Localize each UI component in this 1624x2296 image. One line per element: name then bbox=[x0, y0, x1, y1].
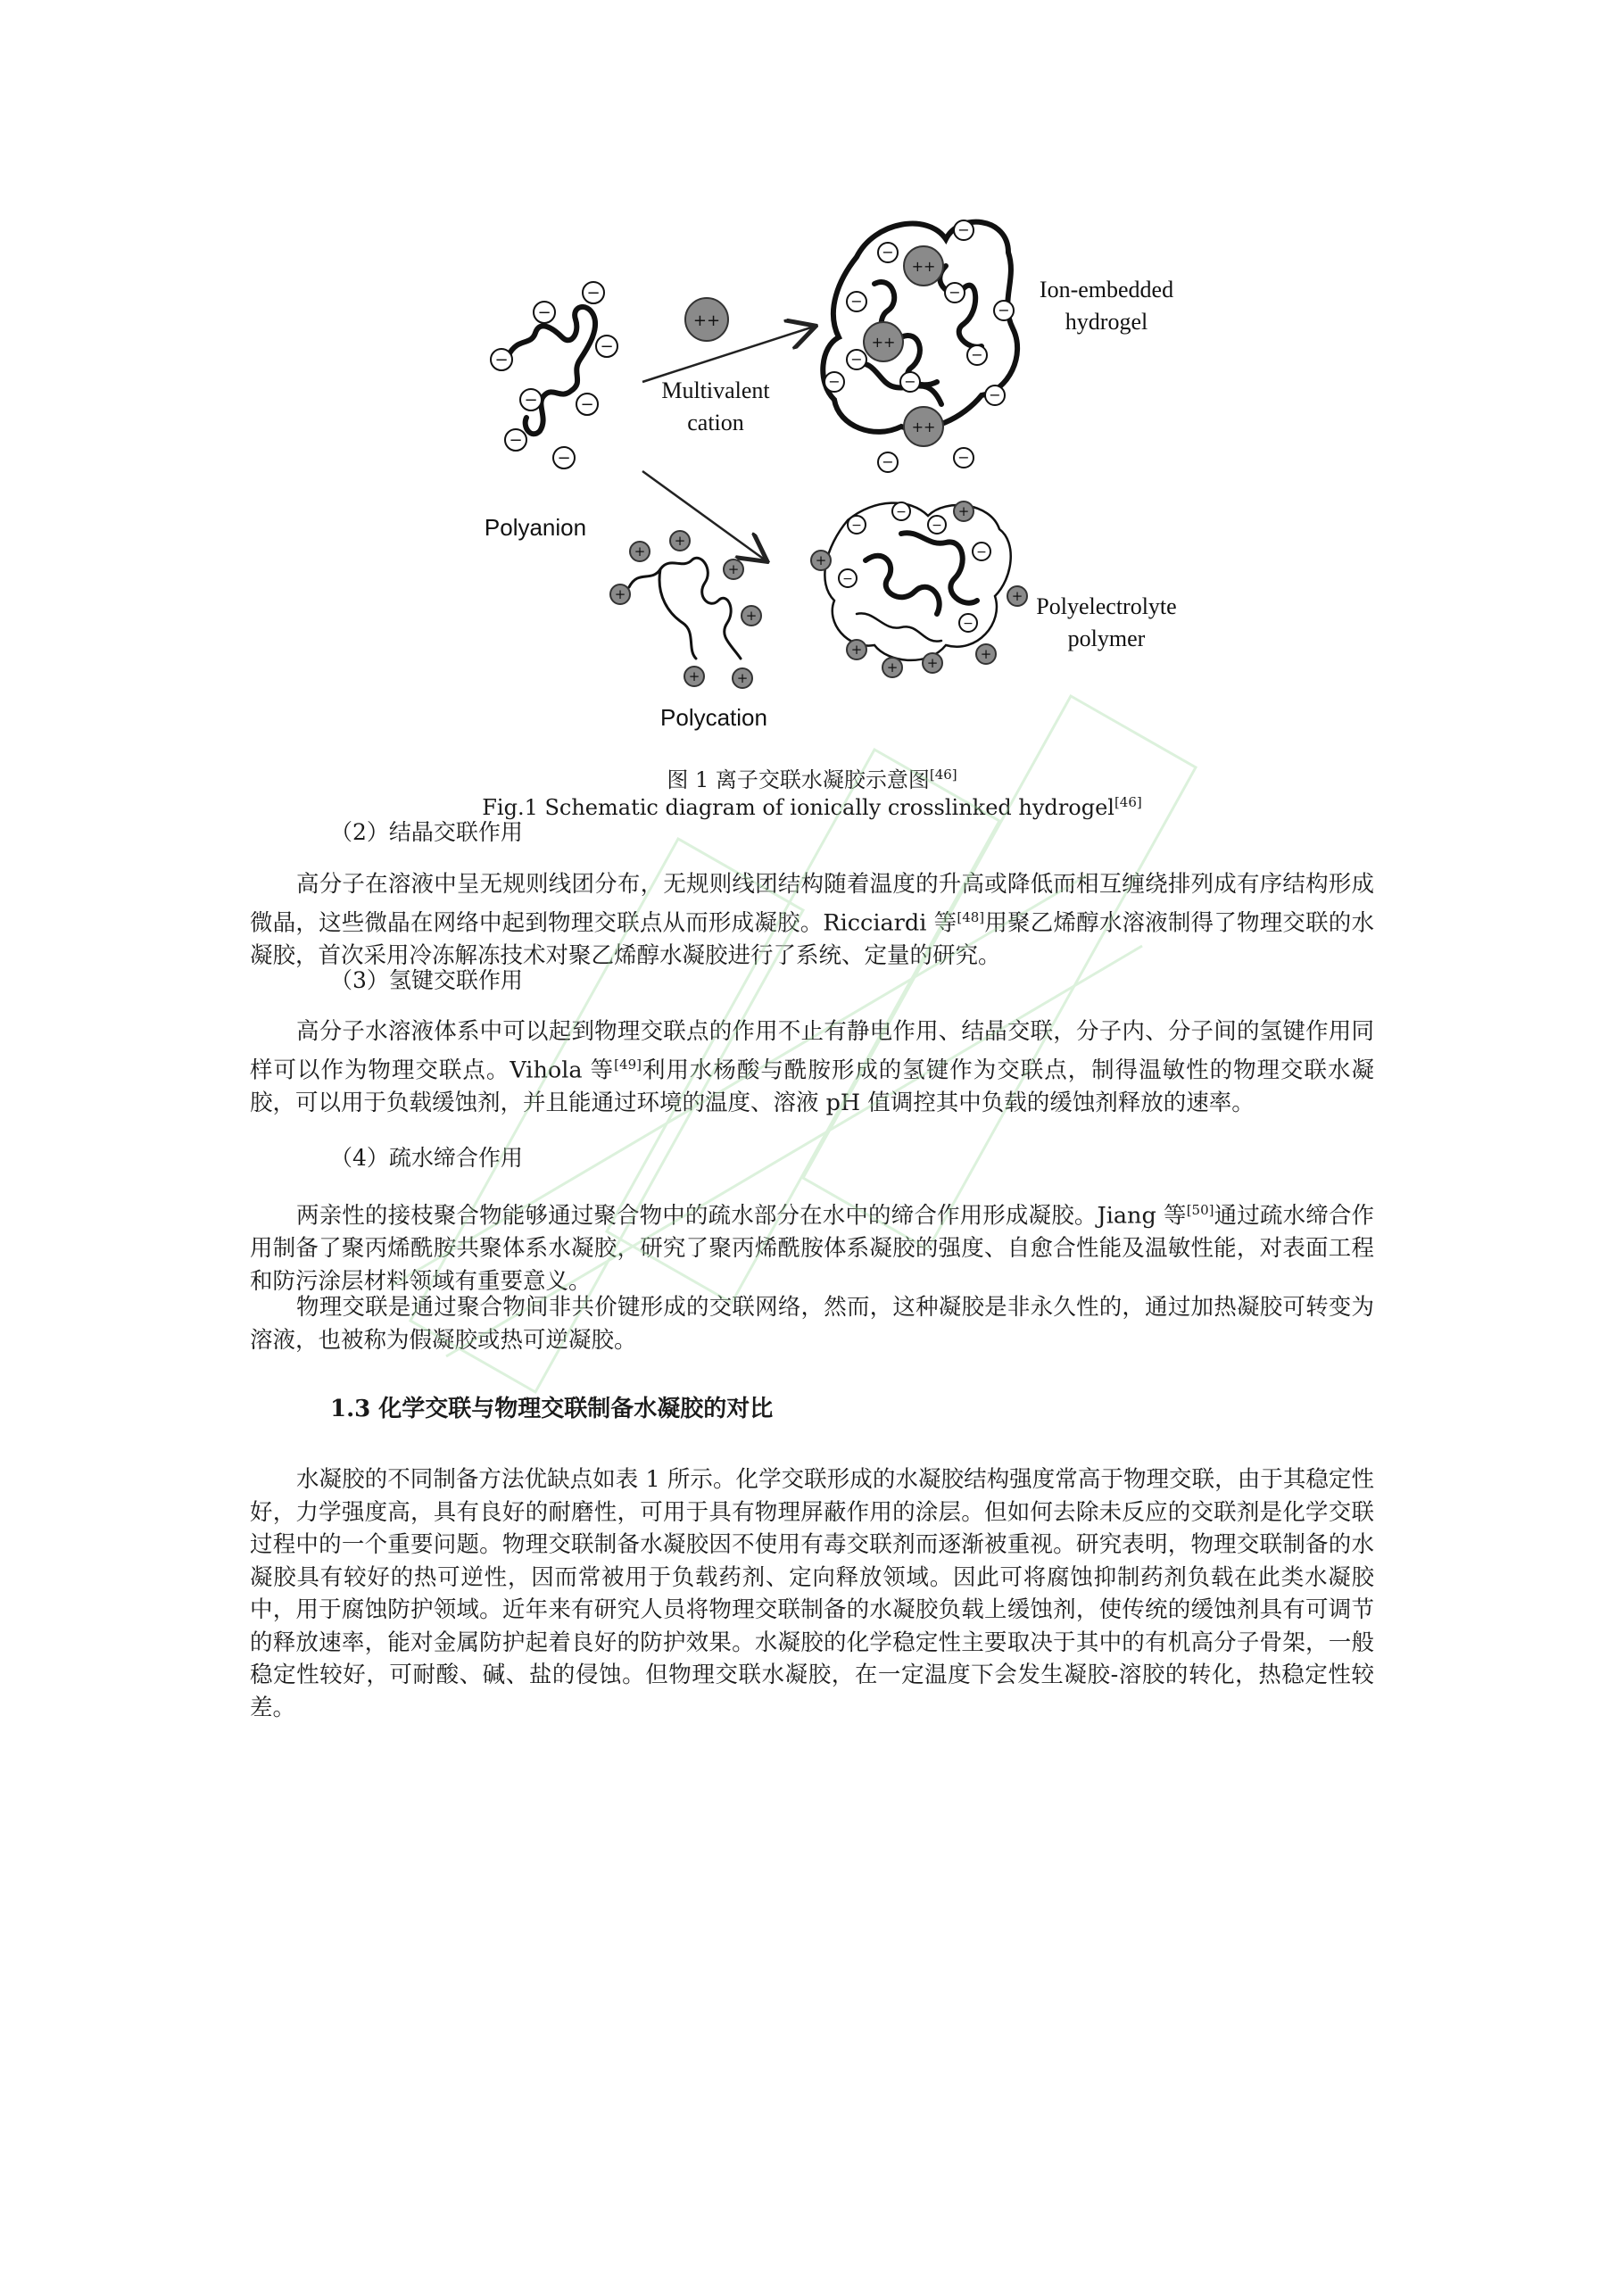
cation-charge-label: ++ bbox=[692, 311, 721, 330]
figure-caption-cn-ref: [46] bbox=[929, 767, 957, 783]
heading-section-1-3: 1.3 化学交联与物理交联制备水凝胶的对比 bbox=[330, 1396, 774, 1422]
paragraph-text-tail: 用聚乙烯醇水溶液制得了物理交联的水凝胶，首次采用冷冻解冻技术对聚乙烯醇水凝胶进行了系统、定量的研究。 bbox=[250, 909, 1374, 969]
paragraph-text: 两亲性的接枝聚合物能够通过聚合物中的疏水部分在水中的缔合作用形成凝胶。Jiang 等 bbox=[296, 1202, 1187, 1230]
paragraph-crystal-crosslink bbox=[250, 868, 1374, 972]
paragraph-hydrophobic bbox=[250, 1194, 1374, 1297]
svg-text:−: − bbox=[850, 293, 863, 310]
svg-text:−: − bbox=[557, 449, 571, 468]
svg-text:−: − bbox=[494, 351, 509, 369]
polyanion-label: Polyanion bbox=[484, 514, 587, 541]
svg-text:−: − bbox=[882, 244, 894, 261]
svg-text:−: − bbox=[932, 518, 942, 533]
paragraph-text-tail: 通过疏水缔合作用制备了聚丙烯酰胺共聚体系水凝胶，研究了聚丙烯酰胺体系凝胶的强度、自愈合性能及温敏性能，对表面工程和防污涂层材料领域有重要意义。 bbox=[250, 1202, 1374, 1295]
ion-hydrogel-label-line2: hydrogel bbox=[1065, 309, 1148, 335]
paragraph-physical-crosslink-summary: 物理交联是通过聚合物间非共价键形成的交联网络，然而，这种凝胶是非永久性的，通过加热凝胶可转变为溶液，也被称为假凝胶或热可逆凝胶。 bbox=[250, 1294, 1374, 1354]
svg-text:+: + bbox=[850, 642, 863, 658]
schematic-svg bbox=[482, 203, 1222, 739]
svg-text:−: − bbox=[586, 284, 601, 303]
paragraph-comparison: 水凝胶的不同制备方法优缺点如表 1 所示。化学交联形成的水凝胶结构强度常高于物理交联，由于其稳定性好，力学强度高，具有良好的耐磨性，可用于具有物理屏蔽作用的涂层。但如何去除未反应的交联剂是化学交联过程中的一个重要问题。物理交联制备水凝胶因不使用有毒交联剂而逐渐被重视。研究表明，物理交联制备的水凝胶具有较好的热可逆性，因而常被用于负载药剂、定向释放领域。因此可将腐蚀抑制药剂负载在此类水凝胶中，用于腐蚀防护领域。近年来有研究人员将物理交联制备的水凝胶负载上缓蚀剂，使传统的缓蚀剂具有可调节的释放速率，能对金属防护起着良好的防护效果。水凝胶的化学稳定性主要取决于其中的有机高分子骨架，一般稳定性较好，可耐酸、碱、盐的侵蚀。但物理交联水凝胶，在一定温度下会发生凝胶-溶胶的转化，热稳定性较差。 bbox=[250, 1466, 1374, 1721]
svg-text:−: − bbox=[998, 302, 1010, 319]
svg-text:−: − bbox=[851, 518, 862, 533]
svg-text:−: − bbox=[842, 572, 853, 586]
svg-text:−: − bbox=[537, 303, 551, 322]
svg-text:−: − bbox=[904, 373, 916, 390]
svg-text:−: − bbox=[896, 505, 907, 519]
figure-caption-cn-text: 图 1 离子交联水凝胶示意图 bbox=[667, 767, 930, 792]
svg-text:+: + bbox=[727, 561, 740, 577]
svg-text:+: + bbox=[688, 668, 700, 684]
figure-caption-en-text: Fig.1 Schematic diagram of ionically crosslinked hydrogel bbox=[482, 795, 1114, 820]
arrow-to-polyelectrolyte bbox=[642, 471, 766, 560]
svg-text:−: − bbox=[976, 545, 987, 559]
svg-text:+: + bbox=[634, 543, 646, 559]
multivalent-label-line1: Multivalent bbox=[661, 377, 770, 403]
svg-text:−: − bbox=[524, 391, 538, 410]
svg-text:+: + bbox=[815, 552, 827, 568]
section-hydrogen-bond-title: （3）氢键交联作用 bbox=[330, 967, 523, 993]
citation-ref: [48] bbox=[957, 908, 985, 925]
svg-text:+: + bbox=[674, 533, 686, 549]
polycation-charges bbox=[610, 531, 761, 688]
paragraph-text: 高分子水溶液体系中可以起到物理交联点的作用不止有静电作用、结晶交联，分子内、分子间的氢键作用同样可以作为物理交联点。Vihola 等 bbox=[250, 1018, 1374, 1083]
arrow-to-ion-hydrogel bbox=[642, 327, 814, 382]
section-hydrophobic-title: （4）疏水缔合作用 bbox=[330, 1145, 523, 1171]
svg-text:−: − bbox=[509, 431, 523, 450]
citation-ref: [49] bbox=[614, 1056, 642, 1073]
paragraph-text: 高分子在溶液中呈无规则线团分布，无规则线团结构随着温度的升高或降低而相互缠绕排列成有序结构形成微晶，这些微晶在网络中起到物理交联点从而形成凝胶。Ricciardi 等 bbox=[250, 871, 1374, 936]
svg-text:+: + bbox=[926, 655, 939, 671]
svg-text:−: − bbox=[957, 221, 970, 238]
svg-text:+: + bbox=[1011, 588, 1023, 604]
paragraph-text-tail: 利用水杨酸与酰胺形成的氢键作为交联点，制得温敏性的物理交联水凝胶，可以用于负载缓蚀剂，并且能通过环境的温度、溶液 pH 值调控其中负载的缓蚀剂释放的速率。 bbox=[250, 1057, 1374, 1116]
svg-text:+: + bbox=[980, 646, 992, 662]
svg-text:+: + bbox=[614, 586, 626, 602]
citation-ref: [50] bbox=[1186, 1202, 1214, 1218]
svg-text:−: − bbox=[828, 373, 841, 390]
polyelectrolyte-label-line1: Polyelectrolyte bbox=[1036, 593, 1177, 619]
polyelectrolyte-label-line2: polymer bbox=[1067, 626, 1146, 651]
polycation-label: Polycation bbox=[660, 704, 767, 731]
svg-text:−: − bbox=[989, 386, 1001, 403]
svg-text:−: − bbox=[971, 346, 983, 363]
svg-text:++: ++ bbox=[911, 419, 936, 435]
figure-caption-en bbox=[0, 789, 1624, 821]
section-crystal-crosslink-title: （2）结晶交联作用 bbox=[330, 819, 523, 845]
svg-text:+: + bbox=[886, 659, 899, 676]
svg-text:+: + bbox=[736, 670, 749, 686]
svg-text:−: − bbox=[850, 351, 863, 368]
svg-text:+: + bbox=[957, 503, 970, 519]
polyanion-chain bbox=[509, 307, 595, 434]
paragraph-hydrogen-bond bbox=[250, 1015, 1374, 1119]
svg-text:−: − bbox=[963, 617, 974, 631]
svg-text:+: + bbox=[745, 608, 758, 624]
ion-hydrogel-label-line1: Ion-embedded bbox=[1039, 277, 1174, 303]
svg-text:−: − bbox=[949, 284, 961, 301]
svg-text:−: − bbox=[600, 337, 614, 356]
svg-text:++: ++ bbox=[911, 258, 936, 275]
svg-text:++: ++ bbox=[871, 334, 896, 351]
multivalent-label-line2: cation bbox=[687, 410, 744, 435]
svg-text:−: − bbox=[580, 395, 594, 414]
svg-text:−: − bbox=[882, 453, 894, 470]
ionic-crosslink-schematic bbox=[482, 203, 1222, 739]
figure-caption-en-ref: [46] bbox=[1114, 794, 1142, 810]
svg-text:−: − bbox=[957, 449, 970, 466]
